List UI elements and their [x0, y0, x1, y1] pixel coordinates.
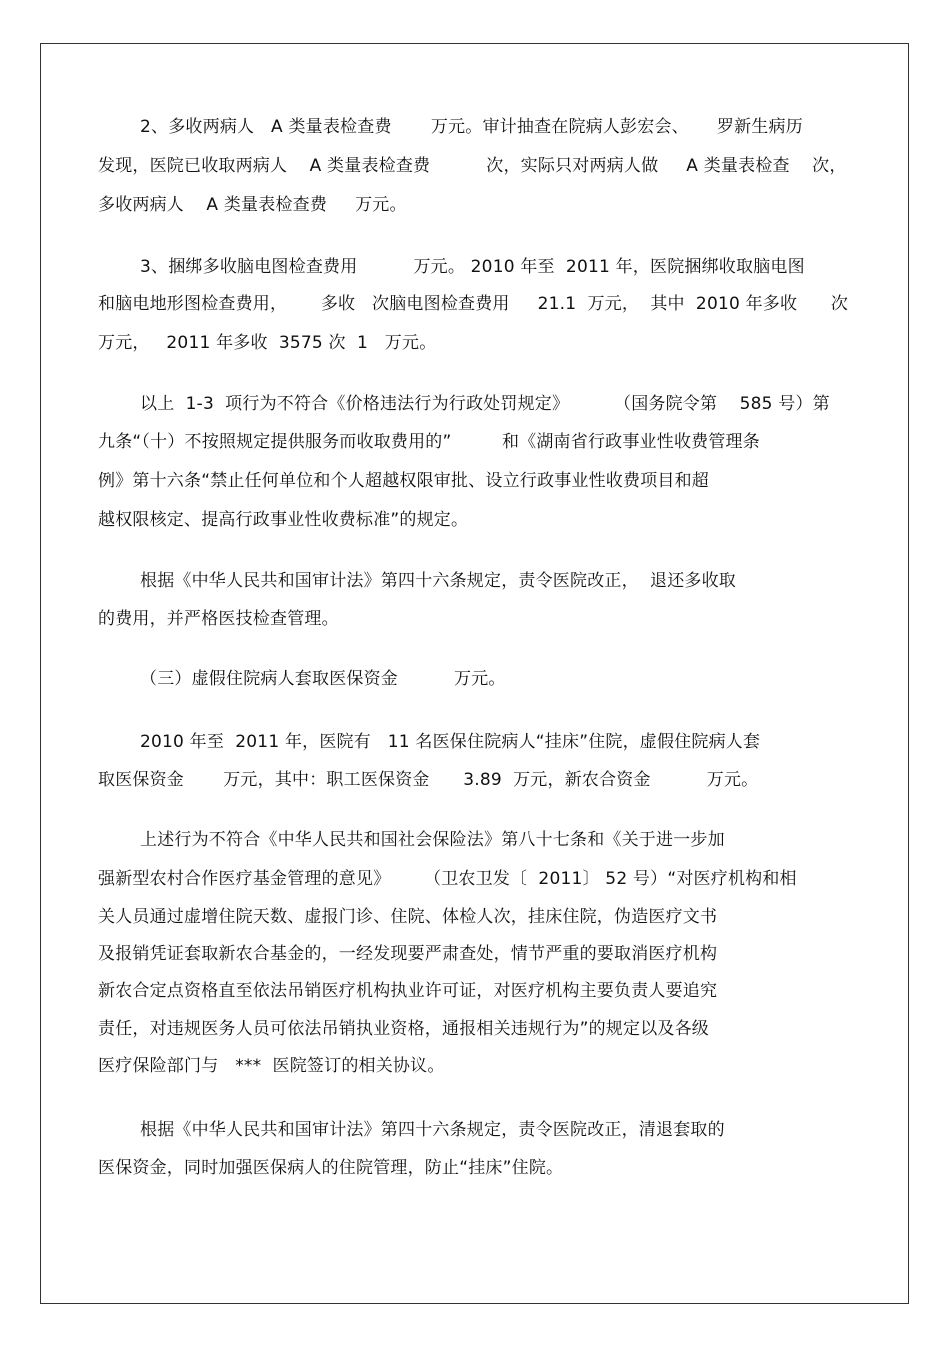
paragraph-line: 责任，对违规医务人员可依法吊销执业资格，通报相关违规行为”的规定以及各级 [98, 1019, 710, 1039]
paragraph-line: 九条“（十）不按照规定提供服务而收取费用的” 和《湖南省行政事业性收费管理条 [98, 432, 760, 452]
paragraph-line: 例》第十六条“禁止任何单位和个人超越权限审批、设立行政事业性收费项目和超 [98, 471, 710, 491]
paragraph-line: 上述行为不符合《中华人民共和国社会保险法》第八十七条和《关于进一步加 [140, 830, 725, 850]
paragraph-line: 取医保资金 万元，其中：职工医保资金 3.89 万元，新农合资金 万元。 [98, 770, 759, 790]
paragraph-line: 关人员通过虚增住院天数、虚报门诊、住院、体检人次，挂床住院，伪造医疗文书 [98, 907, 718, 927]
paragraph-line: 医保资金，同时加强医保病人的住院管理，防止“挂床”住院。 [98, 1158, 564, 1178]
paragraph-line: 和脑电地形图检查费用， 多收 次脑电图检查费用 21.1 万元， 其中 2010 年多收 次 [98, 294, 849, 314]
paragraph-line: 越权限核定、提高行政事业性收费标准”的规定。 [98, 510, 469, 530]
paragraph-line: 万元， 2011 年多收 3575 次 1 万元。 [98, 333, 437, 353]
paragraph-line: 多收两病人 A 类量表检查费 万元。 [98, 195, 407, 215]
paragraph-line: 根据《中华人民共和国审计法》第四十六条规定，责令医院改正， 退还多收取 [140, 571, 737, 591]
paragraph-line: 的费用，并严格医技检查管理。 [98, 609, 339, 629]
paragraph-line: 医疗保险部门与 *** 医院签订的相关协议。 [98, 1056, 445, 1076]
paragraph-line: 2、多收两病人 A 类量表检查费 万元。审计抽查在院病人彭宏会、 罗新生病历 [140, 117, 803, 137]
paragraph-line: 根据《中华人民共和国审计法》第四十六条规定，责令医院改正，清退套取的 [140, 1120, 725, 1140]
section-heading: （三）虚假住院病人套取医保资金 万元。 [140, 669, 506, 689]
paragraph-line: 强新型农村合作医疗基金管理的意见》 （卫农卫发〔 2011〕 52 号）“对医疗机构和相 [98, 869, 797, 889]
paragraph-line: 新农合定点资格直至依法吊销医疗机构执业许可证，对医疗机构主要负责人要追究 [98, 981, 718, 1001]
paragraph-line: 及报销凭证套取新农合基金的，一经发现要严肃查处，情节严重的要取消医疗机构 [98, 944, 718, 964]
paragraph-line: 以上 1-3 项行为不符合《价格违法行为行政处罚规定》 （国务院令第 585 号）第 [140, 394, 830, 414]
paragraph-line: 3、捆绑多收脑电图检查费用 万元。 2010 年至 2011 年，医院捆绑收取脑电图 [140, 257, 805, 277]
paragraph-line: 发现，医院已收取两病人 A 类量表检查费 次，实际只对两病人做 A 类量表检查 次， [98, 156, 847, 176]
paragraph-line: 2010 年至 2011 年，医院有 11 名医保住院病人“挂床”住院，虚假住院病人套 [140, 732, 761, 752]
